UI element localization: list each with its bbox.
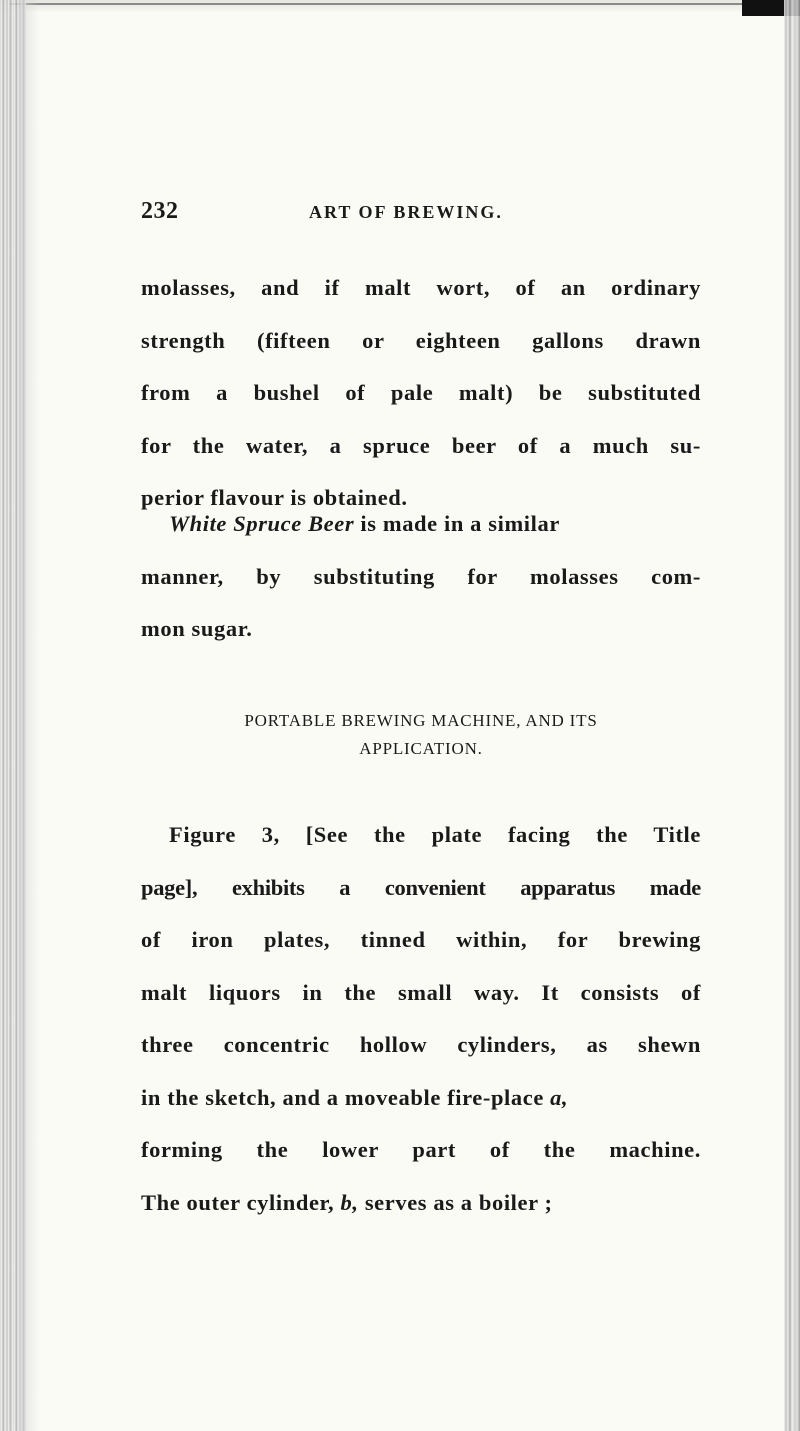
text-line — [141, 1072, 701, 1125]
text-run: The outer cylinder, — [141, 1189, 341, 1215]
text-line: mon sugar. — [141, 616, 253, 641]
text-line: strength (fifteen or eighteen gallons drawn — [141, 327, 701, 353]
italic-letter-a: a, — [550, 1084, 569, 1110]
text-run: serves as a boiler ; — [358, 1189, 553, 1215]
text-line: perior flavour is obtained. — [141, 485, 408, 510]
paragraph-portable-brewing-machine — [141, 809, 701, 1229]
text-line: malt liquors in the small way. It consists of — [141, 979, 701, 1005]
text-line: Figure 3, [See the plate facing the Title — [169, 822, 701, 847]
paragraph-spruce-beer-malt — [141, 262, 701, 525]
spine-shadow — [20, 0, 40, 1431]
page-top-edge — [0, 0, 800, 12]
page-fore-edge — [784, 0, 800, 1431]
text-line: forming the lower part of the machine. — [141, 1137, 701, 1162]
paragraph-white-spruce-beer — [141, 498, 701, 656]
text-line: from a bushel of pale malt) be substituted — [141, 380, 701, 405]
text-run: in the sketch, and a moveable fire-place — [141, 1084, 551, 1110]
section-heading — [141, 707, 701, 763]
running-head — [141, 198, 701, 232]
running-title: ART OF BREWING. — [309, 202, 503, 222]
section-heading-line: PORTABLE BREWING MACHINE, AND ITS — [244, 711, 598, 730]
text-line: page], exhibits a convenient apparatus made — [141, 874, 701, 900]
text-line — [141, 498, 701, 551]
page-top-rule — [10, 3, 785, 5]
text-line: three concentric hollow cylinders, as shewn — [141, 1032, 701, 1057]
text-line: molasses, and if malt wort, of an ordinary — [141, 275, 701, 300]
text-line: for the water, a spruce beer of a much su- — [141, 432, 701, 458]
section-heading-line: APPLICATION. — [359, 739, 483, 758]
italic-term-white-spruce-beer: White Spruce Beer — [169, 511, 355, 536]
page-number: 232 — [141, 198, 179, 224]
italic-letter-b: b, — [340, 1189, 359, 1215]
text-line: of iron plates, tinned within, for brewing — [141, 927, 701, 952]
text-run: is made in a similar — [354, 511, 560, 536]
text-line: manner, by substituting for molasses com- — [141, 563, 701, 589]
text-line — [141, 1177, 701, 1230]
